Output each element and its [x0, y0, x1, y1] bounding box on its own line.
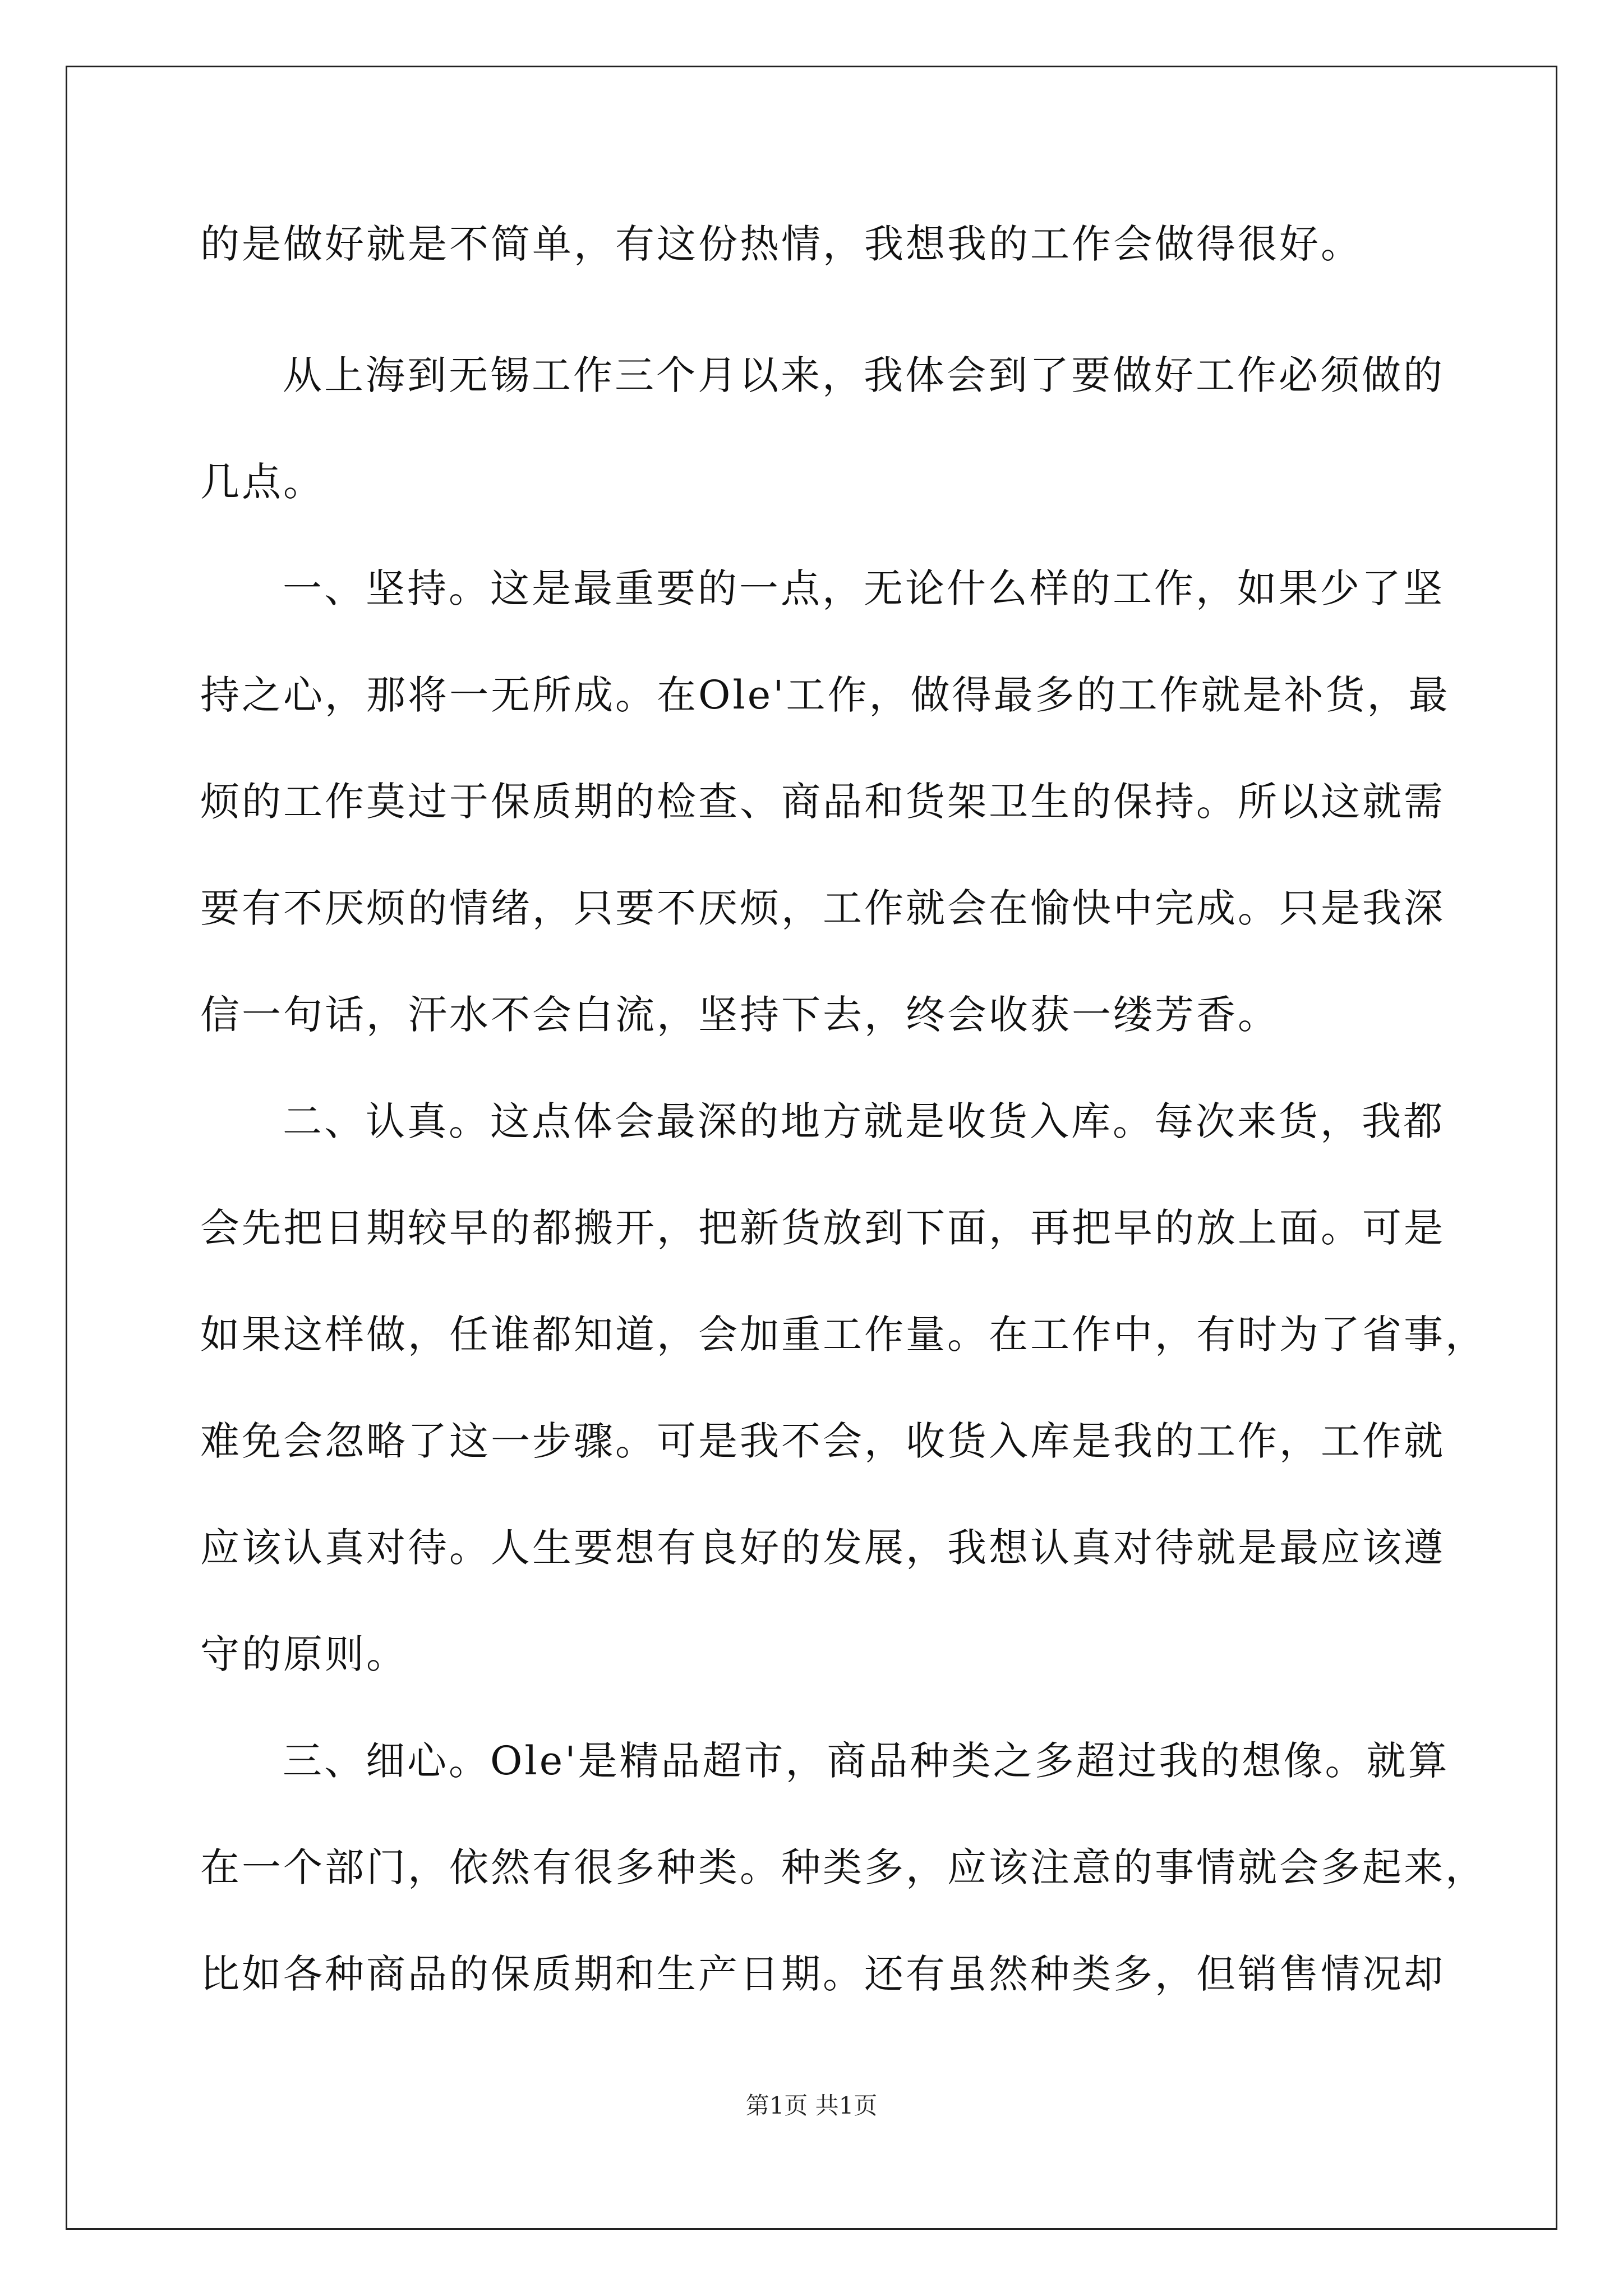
text-line: 要有不厌烦的情绪，只要不厌烦，工作就会在愉快中完成。只是我深	[200, 885, 1445, 931]
text-line: 守的原则。	[200, 1631, 408, 1677]
text-line: 比如各种商品的保质期和生产日期。还有虽然种类多，但销售情况却	[200, 1951, 1445, 1997]
text-line: 如果这样做，任谁都知道，会加重工作量。在工作中，有时为了省事，	[200, 1312, 1487, 1358]
text-line: 信一句话，汗水不会白流，坚持下去，终会收获一缕芳香。	[200, 992, 1279, 1038]
page-number-footer: 第1页 共1页	[745, 2092, 878, 2119]
paragraph-first-line: 一、坚持。这是最重要的一点，无论什么样的工作，如果少了坚	[283, 565, 1445, 611]
text-line: 难免会忽略了这一步骤。可是我不会，收货入库是我的工作，工作就	[200, 1418, 1445, 1464]
text-line: 持之心，那将一无所成。在Ole'工作，做得最多的工作就是补货，最	[200, 672, 1450, 718]
text-line: 烦的工作莫过于保质期的检查、商品和货架卫生的保持。所以这就需	[200, 779, 1445, 825]
paragraph-first-line: 三、细心。Ole'是精品超市，商品种类之多超过我的想像。就算	[283, 1738, 1450, 1784]
text-line: 几点。	[200, 459, 325, 505]
paragraph-first-line: 从上海到无锡工作三个月以来，我体会到了要做好工作必须做的	[283, 352, 1445, 398]
paragraph-first-line: 二、认真。这点体会最深的地方就是收货入库。每次来货，我都	[283, 1098, 1445, 1144]
text-line: 会先把日期较早的都搬开，把新货放到下面，再把早的放上面。可是	[200, 1205, 1445, 1251]
text-line: 在一个部门，依然有很多种类。种类多，应该注意的事情就会多起来，	[200, 1844, 1487, 1890]
text-line: 的是做好就是不简单，有这份热情，我想我的工作会做得很好。	[200, 221, 1362, 267]
text-line: 应该认真对待。人生要想有良好的发展，我想认真对待就是最应该遵	[200, 1525, 1445, 1571]
